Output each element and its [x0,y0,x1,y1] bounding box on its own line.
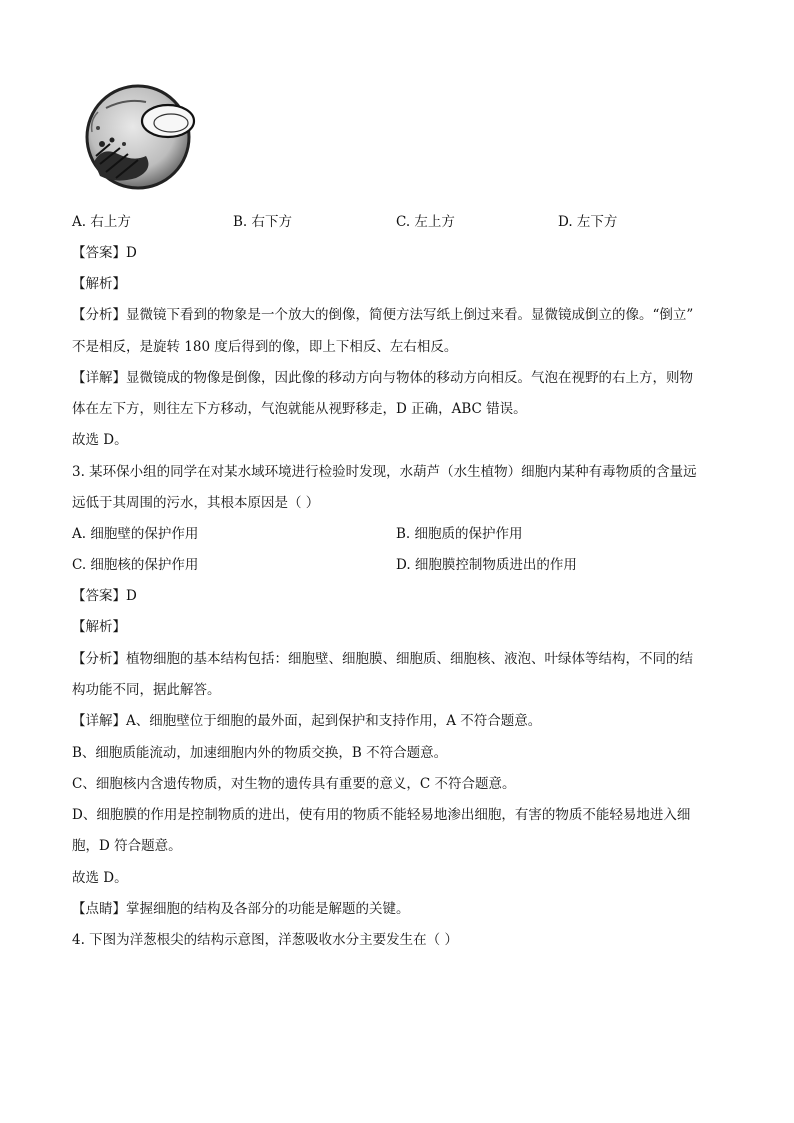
q3-option-c: C. 细胞核的保护作用 [72,557,199,573]
q2-option-d: D. 左下方 [558,214,618,230]
q2-option-a: A. 右上方 [72,214,131,230]
q4-stem: 4. 下图为洋葱根尖的结构示意图，洋葱吸收水分主要发生在（ ） [72,932,458,948]
q3-stem-line-2: 远低于其周围的污水，其根本原因是（ ） [72,495,320,511]
q3-stem-line-1: 3. 某环保小组的同学在对某水域环境进行检验时发现，水葫芦（水生植物）细胞内某种有毒物质的含量远 [72,464,697,480]
q3-xiangjie-b: B、细胞质能流动，加速细胞内外的物质交换，B 不符合题意。 [72,745,448,761]
q3-xiangjie-d-line-2: 胞，D 符合题意。 [72,838,182,854]
q2-option-b: B. 右下方 [233,214,293,230]
q3-xiangjie-c: C、细胞核内含遗传物质，对生物的遗传具有重要的意义，C 不符合题意。 [72,776,516,792]
q3-option-a: A. 细胞壁的保护作用 [72,526,199,542]
q3-fenxi-line-1: 【分析】植物细胞的基本结构包括：细胞壁、细胞膜、细胞质、细胞核、液泡、叶绿体等结构，不同的结 [72,651,693,667]
q2-xiangjie-line-1: 【详解】显微镜成的物像是倒像，因此像的移动方向与物体的移动方向相反。气泡在视野的右上方，则物 [72,370,693,386]
q3-xiangjie-d-line-1: D、细胞膜的作用是控制物质的进出，使有用的物质不能轻易地渗出细胞，有害的物质不能轻易地进入细 [72,807,691,823]
q3-option-b: B. 细胞质的保护作用 [396,526,523,542]
q2-choose: 故选 D。 [72,432,128,448]
q3-choose: 故选 D。 [72,870,128,886]
q2-xiangjie-line-2: 体在左下方，则往左下方移动，气泡就能从视野移走，D 正确，ABC 错误。 [72,401,527,417]
q3-fenxi-line-2: 构功能不同，据此解答。 [72,682,221,698]
q2-answer: 【答案】D [72,245,137,261]
q3-option-d: D. 细胞膜控制物质进出的作用 [396,557,577,573]
q3-dianjing: 【点睛】掌握细胞的结构及各部分的功能是解题的关键。 [72,901,410,917]
q2-analysis-heading: 【解析】 [72,276,126,292]
q2-fenxi-line-1: 【分析】显微镜下看到的物象是一个放大的倒像，简便方法写纸上倒过来看。显微镜成倒立的像。“倒立” [72,307,694,323]
q2-option-c: C. 左上方 [396,214,455,230]
q3-answer: 【答案】D [72,588,137,604]
q3-xiangjie-a: 【详解】A、细胞壁位于细胞的最外面，起到保护和支持作用，A 不符合题意。 [72,713,542,729]
q3-analysis-heading: 【解析】 [72,619,126,635]
microscope-field-figure [76,84,202,190]
q2-fenxi-line-2: 不是相反，是旋转 180 度后得到的像，即上下相反、左右相反。 [72,339,458,355]
